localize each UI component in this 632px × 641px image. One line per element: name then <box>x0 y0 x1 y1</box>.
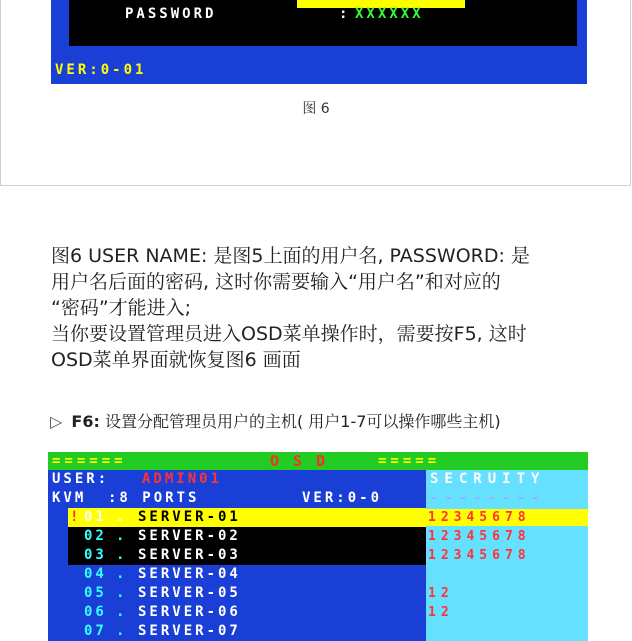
server-security[interactable]: 12 <box>428 605 454 620</box>
description-line: 当你要设置管理员进入OSD菜单操作时，需要按F5, 这时 <box>51 323 527 345</box>
version-label: VER:0-0 <box>302 490 383 506</box>
ports-value: :8 PORTS <box>108 490 200 506</box>
server-security[interactable]: 12 <box>428 586 454 601</box>
server-name: SERVER-02 <box>138 528 241 544</box>
f6-heading <box>50 409 501 432</box>
server-row[interactable] <box>48 546 588 565</box>
server-name: SERVER-01 <box>138 509 241 525</box>
server-row[interactable] <box>48 603 588 622</box>
server-number: 07 <box>84 623 107 639</box>
kvm-row <box>48 489 588 508</box>
osd-login-panel <box>69 0 577 46</box>
description-line: “密码”才能进入; <box>51 297 192 319</box>
server-number: 04 <box>84 566 107 582</box>
server-number: 06 <box>84 604 107 620</box>
server-row[interactable] <box>48 622 588 641</box>
triangle-bullet-icon: ▷ <box>50 412 63 431</box>
server-number: 03 <box>84 547 107 563</box>
osd-login-screen <box>51 0 587 84</box>
server-dot: . <box>116 547 128 563</box>
server-name: SERVER-03 <box>138 547 241 563</box>
osd-menu-screen <box>48 452 588 641</box>
server-dot: . <box>116 585 128 601</box>
description-line: 图6 USER NAME: 是图5上面的用户名, PASSWORD: 是 <box>51 245 530 267</box>
user-row <box>48 470 588 489</box>
osd-title: OSD <box>270 452 340 470</box>
server-row[interactable] <box>48 527 588 546</box>
server-security[interactable]: 12345678 <box>428 548 531 563</box>
description-text <box>51 243 611 373</box>
password-colon: : <box>339 6 351 22</box>
server-name: SERVER-06 <box>138 604 241 620</box>
password-label: PASSWORD <box>125 6 217 22</box>
version-text: VER:0-01 <box>55 62 147 78</box>
user-label: USER: <box>52 471 110 487</box>
security-dashes: -------- <box>430 490 546 506</box>
f6-key: F6: <box>71 412 100 431</box>
server-name: SERVER-05 <box>138 585 241 601</box>
description-line: OSD菜单界面就恢复图6 画面 <box>51 349 301 371</box>
f6-text: 设置分配管理员用户的主机( 用户1-7可以操作哪些主机) <box>104 412 501 431</box>
server-dot: . <box>116 623 128 639</box>
server-name: SERVER-07 <box>138 623 241 639</box>
figure-caption: 图 6 <box>302 101 330 117</box>
server-security[interactable]: 12345678 <box>428 529 531 544</box>
security-label: SECRUITY <box>430 471 546 487</box>
server-security[interactable]: 12345678 <box>428 510 531 525</box>
title-dashes-left: ====== <box>52 453 127 469</box>
osd-title-bar <box>48 452 588 470</box>
server-row[interactable] <box>48 508 588 527</box>
server-dot: . <box>116 566 128 582</box>
server-number: 01 <box>84 509 107 525</box>
selection-marker: ! <box>70 509 82 525</box>
server-row[interactable] <box>48 584 588 603</box>
server-number: 02 <box>84 528 107 544</box>
description-line: 用户名后面的密码, 这时你需要输入“用户名”和对应的 <box>51 271 501 293</box>
password-value[interactable]: XXXXXX <box>355 6 424 22</box>
server-dot: . <box>116 509 128 525</box>
server-row[interactable] <box>48 565 588 584</box>
title-dashes-right: ===== <box>378 453 441 469</box>
server-name: SERVER-04 <box>138 566 241 582</box>
server-dot: . <box>116 604 128 620</box>
user-value: ADMIN01 <box>142 471 223 487</box>
server-number: 05 <box>84 585 107 601</box>
kvm-label: KVM <box>52 490 87 506</box>
server-dot: . <box>116 528 128 544</box>
